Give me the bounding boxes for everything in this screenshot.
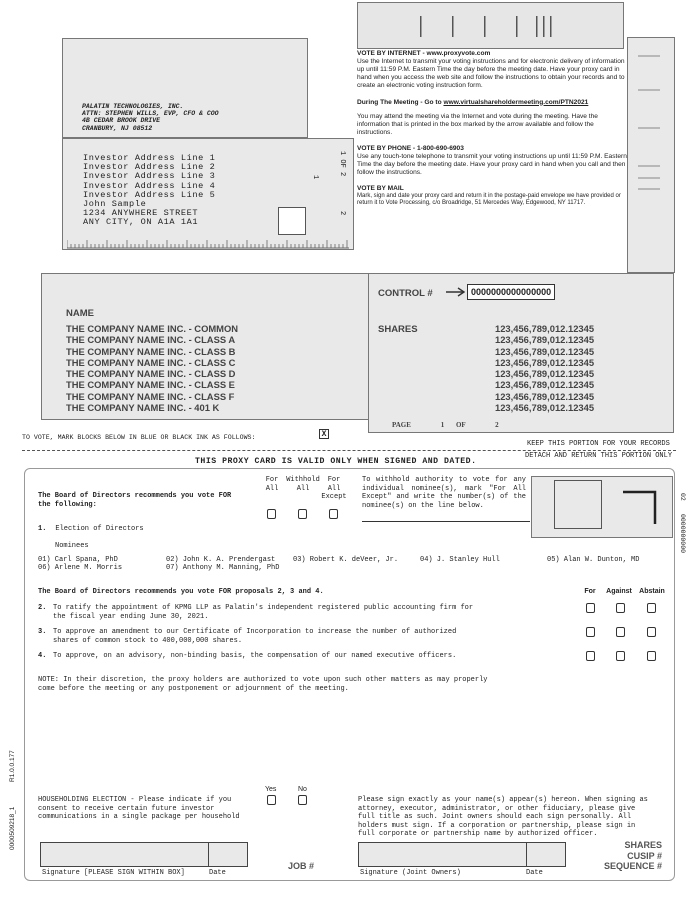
proposal-2-for-checkbox[interactable] (586, 603, 595, 613)
investor-page-marker: 1 OF 2 (338, 151, 346, 177)
arrow-right-icon (445, 287, 467, 297)
scan-box (531, 476, 673, 538)
company-name: THE COMPANY NAME INC. - CLASS B (66, 345, 236, 357)
col-withhold-all: Withhold All (286, 476, 320, 493)
withhold-all-checkbox[interactable] (298, 509, 307, 519)
share-value: 123,456,789,012.12345 (495, 390, 595, 402)
vote-meeting-body: You may attend the meeting via the Internet and vote during the meeting. Have the information that is printed in the box marked by the arrow available and follow the instructions. (357, 113, 598, 137)
proposal-3-abstain-checkbox[interactable] (647, 627, 656, 637)
shares-code-label: SHARES (624, 840, 662, 850)
nominee: 01) Carl Spana, PhD (38, 556, 118, 564)
side-code: 0000509218_1 (9, 806, 16, 850)
holdings-name-box (41, 273, 371, 420)
shares-label: SHARES (378, 324, 418, 335)
col-for-all: For All (265, 476, 279, 493)
company-name: THE COMPANY NAME INC. - CLASS F (66, 390, 235, 402)
side-revision: R1.0.0.177 (9, 750, 16, 782)
company-name: THE COMPANY NAME INC. - CLASS A (66, 334, 236, 346)
cusip-label: CUSIP # (627, 850, 662, 861)
nominee: 05) Alan W. Dunton, MD (547, 556, 640, 564)
sender-street: 4B CEDAR BROOK DRIVE (82, 117, 161, 125)
investor-line: ANY CITY, ON A1A 1A1 (83, 217, 199, 228)
sender-box (62, 38, 308, 138)
nominee: 07) Anthony M. Manning, PhD (166, 564, 280, 572)
joint-date-label: Date (526, 869, 543, 877)
for-all-checkbox[interactable] (267, 509, 276, 519)
householding-text: HOUSEHOLDING ELECTION - Please indicate if you consent to receive certain future investor communications in a single package per household (38, 796, 240, 821)
investor-line: Investor Address Line 2 (83, 162, 216, 173)
nominee: 03) Robert K. deVeer, Jr. (293, 556, 399, 564)
right-code-2: 0000000000 (679, 514, 686, 554)
item-1: 1. Election of Directors (38, 525, 144, 533)
date-label: Date (209, 869, 226, 877)
scan-inner-square (554, 480, 602, 529)
recommend-heading-2: The Board of Directors recommends you vote FOR proposals 2, 3 and 4. (38, 588, 324, 596)
keep-portion-label: KEEP THIS PORTION FOR YOUR RECORDS (527, 440, 670, 448)
vote-phone-title: VOTE BY PHONE - 1-800-690-6903 (357, 145, 464, 153)
postal-square (278, 207, 306, 235)
householding-yes-label: Yes (265, 786, 277, 793)
nominee: 02) John K. A. Prendergast (166, 556, 276, 564)
sender-city: CRANBURY, NJ 08512 (82, 124, 153, 132)
investor-address (83, 154, 215, 228)
signature-label: Signature [PLEASE SIGN WITHIN BOX] (42, 869, 185, 877)
investor-address-box (62, 138, 354, 250)
signature-date-divider (208, 843, 209, 866)
vote-internet-title: VOTE BY INTERNET - www.proxyvote.com (357, 50, 491, 57)
meeting-url-link[interactable]: www.virtualshareholdermeeting.com/PTN2021 (443, 98, 589, 106)
investor-line: Investor Address Line 1 (83, 153, 216, 163)
proposal-3: 3. To approve an amendment to our Certificate of Incorporation to increase the number of authorized shares of common stock to 400,000,000 shares. (38, 628, 457, 645)
vote-mail-body: Mark, sign and date your proxy card and return it in the postage-paid envelope we have provided or return it to Vote Processing, c/o Broadridge, 51 Mercedes Way, Edgewood, NY 11717. (357, 192, 621, 207)
nominee: 04) J. Stanley Hull (420, 556, 500, 564)
nominee: 06) Arlene M. Morris (38, 564, 123, 572)
control-number: 0000000000000000 (467, 284, 555, 300)
joint-signature-box[interactable] (358, 842, 566, 867)
valid-notice: THIS PROXY CARD IS VALID ONLY WHEN SIGNED AND DATED. (195, 457, 477, 466)
investor-line: Investor Address Line 3 (83, 171, 216, 182)
job-label: JOB # (288, 861, 315, 871)
withhold-instruction: To withhold authority to vote for any individual nominee(s), mark "For All Except" and write the number(s) of the nominee(s) on the line below. (362, 476, 526, 510)
investor-line: Investor Address Line 5 (83, 189, 216, 200)
share-value: 123,456,789,012.12345 (495, 356, 595, 368)
page-indicator: PAGE 1 OF 2 (392, 421, 499, 429)
proposal-4-for-checkbox[interactable] (586, 651, 595, 661)
vote-instructions (357, 50, 627, 208)
company-name: THE COMPANY NAME INC. - CLASS D (66, 368, 236, 380)
company-name: THE COMPANY NAME INC. - CLASS C (66, 356, 236, 368)
proposal-4: 4. To approve, on an advisory, non-binding basis, the compensation of our named executive officers. (38, 652, 457, 660)
company-name: THE COMPANY NAME INC. - CLASS E (66, 379, 235, 391)
proposal-3-for-checkbox[interactable] (586, 627, 595, 637)
vote-internet-body: Use the Internet to transmit your voting instructions and for electronic delivery of information up until 11:59 P.M. Eastern Time the day before the meeting date. Have your proxy card in hand when you access the web site and follow the instructions to obtain your records and to create an electronic voting instruction form. (357, 57, 625, 89)
barcode-graphic (358, 3, 625, 50)
mark-instruction: TO VOTE, MARK BLOCKS BELOW IN BLUE OR BLACK INK AS FOLLOWS: (22, 434, 256, 441)
vote-mail-title: VOTE BY MAIL (357, 184, 404, 192)
company-list (66, 323, 238, 413)
tick-marks (628, 38, 676, 274)
shares-list (495, 323, 594, 413)
investor-page-marker-bottom: 2 (338, 211, 346, 216)
proposal-2: 2. To ratify the appointment of KPMG LLP as Palatin's independent registered public accounting firm for the fiscal year ending June 30, 2021. (38, 604, 474, 621)
sender-company: PALATIN TECHNOLOGIES, INC. (82, 103, 184, 110)
signature-box[interactable] (40, 842, 248, 867)
investor-line: John Sample (83, 199, 147, 210)
recommend-heading-1: The Board of Directors recommends you vote FOR the following: (38, 492, 232, 509)
investor-line: Investor Address Line 4 (83, 180, 216, 191)
investor-page-marker-mid: 1 (311, 175, 319, 180)
proposal-4-against-checkbox[interactable] (616, 651, 625, 661)
note-text: NOTE: In their discretion, the proxy holders are authorized to vote upon such other matters as may properly come before the meeting or any postponement or adjournment of the meeting. (38, 676, 488, 693)
col-for-all-except: For All Except (321, 476, 347, 501)
mark-example: X (319, 429, 329, 439)
col-for: For (584, 588, 596, 595)
proposal-2-against-checkbox[interactable] (616, 603, 625, 613)
name-label: NAME (66, 308, 94, 319)
control-label: CONTROL # (378, 288, 433, 299)
company-name: THE COMPANY NAME INC. - COMMON (66, 323, 239, 334)
proposal-4-abstain-checkbox[interactable] (647, 651, 656, 661)
share-value: 123,456,789,012.12345 (495, 368, 595, 380)
corner-mark (621, 490, 657, 526)
ruler-scale (67, 238, 349, 249)
holdings-control-box (368, 273, 674, 433)
right-margin-strip (627, 37, 675, 273)
vote-phone-body: Use any touch-tone telephone to transmit your voting instructions up until 11:59 P.M. Eastern Time the day before the meeting date. Have your proxy card in hand when you call and then follow the instructions. (357, 153, 627, 176)
share-value: 123,456,789,012.12345 (495, 323, 595, 334)
share-value: 123,456,789,012.12345 (495, 402, 595, 414)
joint-signature-label: Signature (Joint Owners) (360, 869, 461, 877)
share-value: 123,456,789,012.12345 (495, 379, 595, 391)
joint-date-divider (526, 843, 527, 866)
signing-instructions: Please sign exactly as your name(s) appear(s) hereon. When signing as attorney, executor, administrator, or other fiduciary, please give full title as such. Joint owners should each sign personally. All holders must sign. If a corporation or partnership, please sign in full corporate or partnership name by authorized officer. (358, 796, 648, 838)
detach-portion-label: DETACH AND RETURN THIS PORTION ONLY (525, 452, 673, 460)
nominee-write-line[interactable] (362, 521, 530, 522)
proposal-2-abstain-checkbox[interactable] (647, 603, 656, 613)
col-against: Against (606, 588, 632, 595)
right-code-1: 02 (679, 493, 686, 501)
proposal-3-against-checkbox[interactable] (616, 627, 625, 637)
investor-line: 1234 ANYWHERE STREET (83, 208, 199, 219)
householding-no-checkbox[interactable] (298, 795, 307, 805)
barcode-box (357, 2, 624, 49)
householding-no-label: No (298, 786, 307, 793)
col-abstain: Abstain (639, 588, 665, 595)
share-value: 123,456,789,012.12345 (495, 334, 595, 346)
share-value: 123,456,789,012.12345 (495, 345, 595, 357)
company-name: THE COMPANY NAME INC. - 401 K (66, 402, 220, 414)
householding-yes-checkbox[interactable] (267, 795, 276, 805)
sequence-label: SEQUENCE # (603, 861, 662, 871)
nominees-label: Nominees (55, 542, 89, 550)
sender-attn: ATTN: STEPHEN WILLS, EVP, CFO & COO (82, 110, 219, 118)
vote-meeting-title: During The Meeting - Go to www.virtualshareholdermeeting.com/PTN2021 (357, 98, 589, 106)
detach-line (22, 450, 676, 451)
for-all-except-checkbox[interactable] (329, 509, 338, 519)
shares-cusip-sequence (590, 840, 662, 872)
